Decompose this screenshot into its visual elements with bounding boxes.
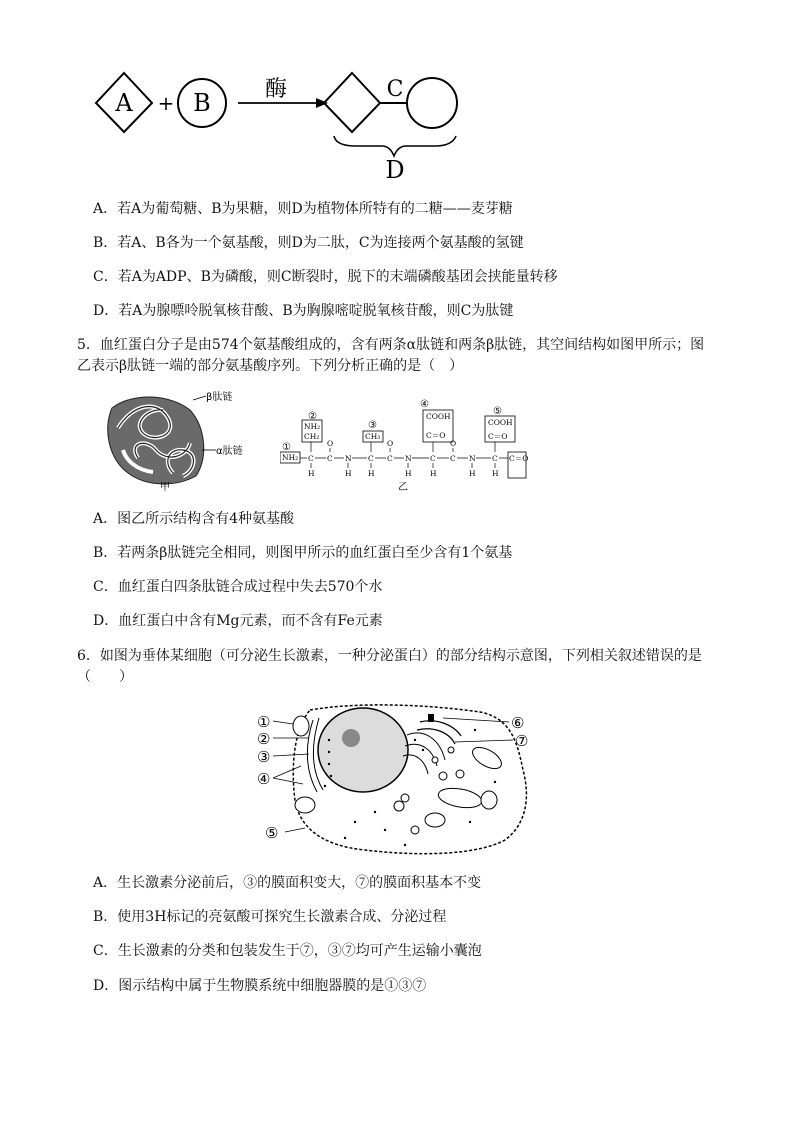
q5-option-a: A．图乙所示结构含有4种氨基酸 — [93, 511, 295, 527]
o-2: O — [387, 439, 394, 448]
q5-stem-line2: 乙表示β肽链一端的部分氨基酸序列。下列分析正确的是（ ） — [77, 358, 464, 374]
h-6: H — [469, 469, 476, 478]
num-4: ④ — [420, 399, 429, 410]
q6-stem-line2: （ ） — [77, 669, 133, 685]
h-5: H — [430, 469, 437, 478]
h-4: H — [405, 469, 412, 478]
q4-option-a: A．若A为葡萄糖、B为果糖，则D为植物体所特有的二糖——麦芽糖 — [93, 201, 513, 217]
beta-chain-label: β肽链 — [206, 392, 233, 403]
cell-label-6: ⑥ — [511, 714, 525, 732]
peptide-figure — [280, 398, 530, 492]
c-1: C — [308, 454, 314, 463]
reaction-diagram — [90, 68, 470, 183]
alpha-chain-label: α肽链 — [216, 446, 243, 457]
ch2-side: CH₂ — [304, 432, 320, 441]
cooh-side-4: COOH — [426, 412, 451, 421]
q5-option-c: C．血红蛋白四条肽链合成过程中失去570个水 — [93, 579, 383, 595]
label-b: B — [193, 89, 211, 117]
label-c: C — [386, 77, 404, 102]
num-3: ③ — [368, 420, 377, 431]
q5-option-d: D．血红蛋白中含有Mg元素，而不含有Fe元素 — [93, 613, 383, 629]
hemoglobin-figure — [98, 388, 268, 496]
o-1: O — [327, 439, 334, 448]
nh2-terminal: NH₂ — [282, 453, 299, 462]
o-3: O — [450, 439, 457, 448]
c-2: C — [327, 454, 333, 463]
figure-yi-caption: 乙 — [398, 482, 408, 492]
brace-d — [334, 136, 456, 156]
enzyme-label: 酶 — [264, 77, 288, 102]
n-3: N — [469, 454, 476, 463]
co-side-5: C＝O — [488, 432, 508, 441]
q6-option-d: D．图示结构中属于生物膜系统中细胞器膜的是①③⑦ — [93, 978, 427, 994]
c-6: C — [450, 454, 456, 463]
q4-option-d: D．若A为腺嘌呤脱氧核苷酸、B为胸腺嘧啶脱氧核苷酸，则C为肽键 — [93, 303, 514, 319]
cell-label-2: ② — [257, 730, 271, 748]
h-7: H — [492, 469, 499, 478]
co-side-4: C＝O — [426, 431, 446, 440]
c-3: C — [368, 454, 374, 463]
c-7: C — [492, 454, 498, 463]
q4-option-c: C．若A为ADP、B为磷酸，则C断裂时，脱下的末端磷酸基团会挟能量转移 — [93, 269, 558, 285]
label-d: D — [385, 156, 405, 183]
q5-stem-line1: 5．血红蛋白分子是由574个氨基酸组成的，含有两条α肽链和两条β肽链，其空间结构如图甲所示；图 — [77, 337, 705, 353]
q6-option-c: C．生长激素的分类和包装发生于⑦，③⑦均可产生运输小囊泡 — [93, 943, 482, 959]
c-4: C — [387, 454, 393, 463]
cell-label-1: ① — [257, 713, 271, 731]
h-1: H — [308, 469, 315, 478]
n-2: N — [405, 454, 412, 463]
cell-label-7: ⑦ — [515, 732, 529, 750]
co-terminal: C＝O — [509, 454, 529, 463]
cell-label-5: ⑤ — [265, 824, 279, 842]
num-5: ⑤ — [493, 406, 502, 417]
n-1: N — [345, 454, 352, 463]
num-2: ② — [308, 411, 317, 422]
q4-option-b: B．若A、B各为一个氨基酸，则D为二肽，C为连接两个氨基酸的氢键 — [93, 235, 524, 251]
h-2: H — [345, 469, 352, 478]
cell-label-4: ④ — [257, 770, 271, 788]
c-5: C — [430, 454, 436, 463]
num-1: ① — [282, 442, 291, 453]
cell-label-3: ③ — [257, 748, 271, 766]
cooh-side-5: COOH — [488, 418, 513, 427]
label-a: A — [115, 89, 133, 117]
h-3: H — [368, 469, 375, 478]
nh2-side: NH₂ — [304, 422, 321, 431]
q6-option-a: A．生长激素分泌前后，③的膜面积变大，⑦的膜面积基本不变 — [93, 875, 482, 891]
diamond-product — [324, 73, 380, 132]
q5-option-b: B．若两条β肽链完全相同，则图甲所示的血红蛋白至少含有1个氨基 — [93, 545, 513, 561]
figure-jia-caption: 甲 — [160, 482, 170, 493]
plus-sign: + — [157, 91, 175, 115]
q6-option-b: B．使用3H标记的亮氨酸可探究生长激素合成、分泌过程 — [93, 909, 447, 925]
q6-stem-line1: 6．如图为垂体某细胞（可分泌生长激素，一种分泌蛋白）的部分结构示意图，下列相关叙述错误的是 — [77, 648, 702, 664]
ch3-side: CH₃ — [365, 432, 381, 441]
circle-product — [407, 78, 457, 128]
cell-diagram — [255, 700, 545, 860]
